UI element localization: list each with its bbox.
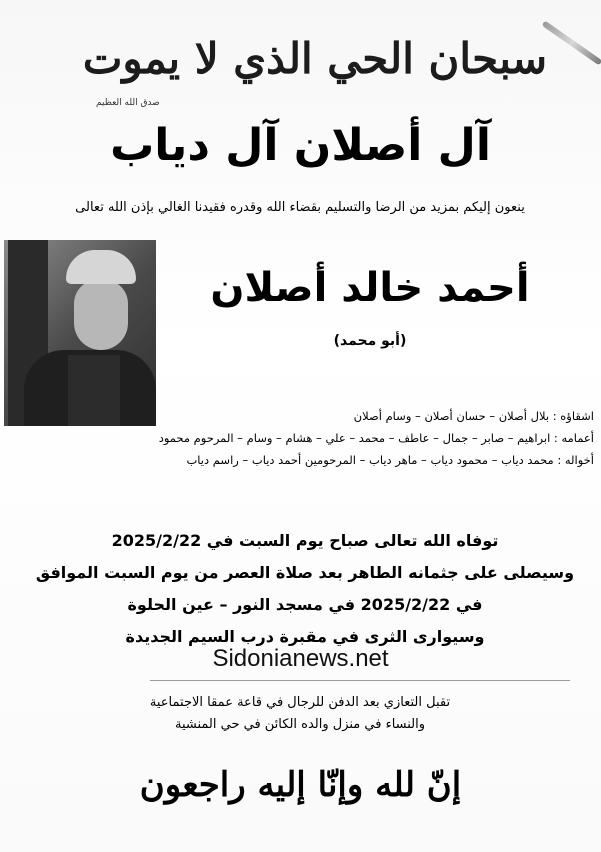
condolence-line: والنساء في منزل والده الكائن في حي المنشية xyxy=(174,717,426,732)
announcement-line: توفاه الله تعالى صباح يوم السبت في 2025/2/22 xyxy=(111,531,499,550)
announcement-line: في 2025/2/22 في مسجد النور – عين الحلوة xyxy=(127,595,483,614)
verse-source: صدق الله العظيم xyxy=(96,98,160,108)
relatives-list xyxy=(14,405,594,471)
closing-verse: إنّ لله وإنّا إليه راجعون xyxy=(139,765,462,805)
relatives-brothers: اشقاؤه : بلال أصلان – حسان أصلان – وسام أصلان xyxy=(353,409,594,423)
website-watermark: Sidonianews.net xyxy=(212,645,389,672)
condolence-info xyxy=(60,692,540,736)
intro-line: ينعون إليكم بمزيد من الرضا والتسليم بقضاء الله وقدره فقيدنا الغالي بإذن الله تعالى xyxy=(75,200,525,215)
announcement-line: وسيصلى على جثمانه الطاهر بعد صلاة العصر من يوم السبت الموافق xyxy=(35,563,575,582)
pen-decoration xyxy=(542,20,601,65)
deceased-kunya: (أبو محمد) xyxy=(333,333,407,349)
relatives-uncles: أعمامه : ابراهيم – صابر – جمال – عاطف – محمد – علي – هشام – وسام – المرحوم محمود xyxy=(158,431,594,445)
calligraphy-header: سبحان الحي الذي لا يموت xyxy=(82,33,548,83)
relatives-maternal-uncles: أخواله : محمد دياب – محمود دياب – ماهر دياب – المرحومين أحمد دياب – راسم دياب xyxy=(186,453,594,467)
deceased-name: أحمد خالد أصلان xyxy=(210,265,530,311)
announcement-line: وسيوارى الثرى في مقبرة درب السيم الجديدة xyxy=(125,627,485,646)
family-title: آل أصلان آل دياب xyxy=(110,120,491,171)
divider xyxy=(150,680,570,681)
deceased-photo xyxy=(4,240,156,426)
condolence-line: تقبل التعازي بعد الدفن للرجال في قاعة عمقا الاجتماعية xyxy=(149,695,451,710)
funeral-announcement xyxy=(10,525,600,653)
